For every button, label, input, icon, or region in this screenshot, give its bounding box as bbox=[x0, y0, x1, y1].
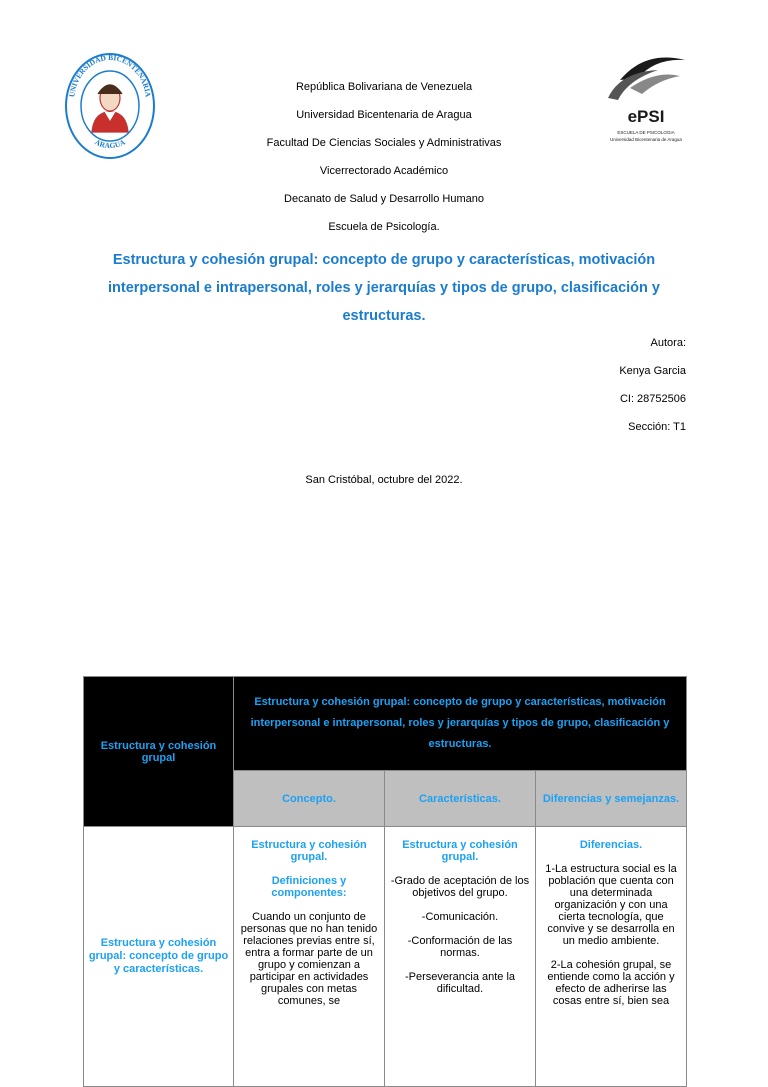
concepto-text: Cuando un conjunto de personas que no han tenido relaciones previas entre sí, entra a formar parte de un grupo y comienzan a participar en actividades grupales con metas comunes, se bbox=[240, 911, 378, 1007]
concepto-subtitle: Definiciones y componentes: bbox=[271, 875, 347, 899]
author-block bbox=[619, 336, 686, 448]
seal-ring-text-bottom: ARAGUA bbox=[93, 137, 127, 151]
column-header-concepto: Concepto. bbox=[234, 771, 385, 827]
column-header-caracteristicas: Características. bbox=[385, 771, 536, 827]
table-title-cell bbox=[84, 677, 234, 827]
table-title-text: Estructura y cohesión grupal bbox=[100, 739, 217, 764]
author-section: Sección: T1 bbox=[628, 421, 686, 433]
author-name: Kenya Garcia bbox=[619, 365, 686, 377]
seal-ring-text-top: UNIVERSIDAD BICENTENARIA bbox=[67, 52, 153, 98]
diferencias-item: 2-La cohesión grupal, se entiende como la acción y efecto de adherirse las cosas entre sí, bien sea bbox=[547, 959, 675, 1007]
author-ci: CI: 28752506 bbox=[619, 393, 686, 405]
epsi-subtitle-2: Universidad Bicentenaria de Aragua bbox=[610, 137, 682, 142]
diferencias-title: Diferencias. bbox=[579, 839, 643, 851]
place-date: San Cristóbal, octubre del 2022. bbox=[305, 474, 463, 486]
caracteristicas-item: -Conformación de las normas. bbox=[407, 935, 513, 959]
header-line-school: Escuela de Psicología. bbox=[328, 221, 440, 233]
header-line-decanato: Decanato de Salud y Desarrollo Humano bbox=[284, 193, 484, 205]
caracteristicas-title: Estructura y cohesión grupal. bbox=[402, 839, 518, 863]
table-topic-cell bbox=[234, 677, 687, 771]
institution-header bbox=[0, 80, 768, 248]
header-line-vicerrectorado: Vicerrectorado Académico bbox=[319, 165, 449, 177]
summary-table bbox=[83, 676, 687, 1087]
diferencias-cell bbox=[536, 827, 687, 1087]
concepto-title: Estructura y cohesión grupal. bbox=[251, 839, 367, 863]
caracteristicas-cell bbox=[385, 827, 536, 1087]
author-label: Autora: bbox=[650, 337, 686, 349]
document-title: Estructura y cohesión grupal: concepto de grupo y características, motivación interpersonal e intrapersonal, roles y jerarquías y tipos de grupo, clasificación y estructuras. bbox=[108, 252, 660, 324]
table-topic-text: Estructura y cohesión grupal: concepto de grupo y características, motivación interpersonal e intrapersonal, roles y jerarquías y tipos de grupo, clasificación y estructuras. bbox=[250, 696, 670, 750]
concepto-cell bbox=[234, 827, 385, 1087]
caracteristicas-item: -Grado de aceptación de los objetivos del grupo. bbox=[390, 875, 530, 899]
header-line-university: Universidad Bicentenaria de Aragua bbox=[296, 109, 472, 121]
caracteristicas-item: -Perseverancia ante la dificultad. bbox=[404, 971, 516, 995]
epsi-brand-text: ePSI bbox=[627, 107, 665, 126]
diferencias-item: 1-La estructura social es la población que cuenta con una determinada organización y con una cierta tecnología, que convive y se desarrolla en un medio ambiente. bbox=[545, 863, 677, 947]
row-label-text: Estructura y cohesión grupal: concepto de grupo y características. bbox=[88, 937, 229, 975]
epsi-subtitle-1: ESCUELA DE PSICOLOGIA bbox=[617, 130, 675, 135]
row-label-cell bbox=[84, 827, 234, 1087]
header-line-republic: República Bolivariana de Venezuela bbox=[295, 81, 473, 93]
caracteristicas-item: -Comunicación. bbox=[421, 911, 499, 923]
column-header-diferencias: Diferencias y semejanzas. bbox=[536, 771, 687, 827]
header-line-faculty: Facultad De Ciencias Sociales y Administrativas bbox=[266, 137, 502, 149]
